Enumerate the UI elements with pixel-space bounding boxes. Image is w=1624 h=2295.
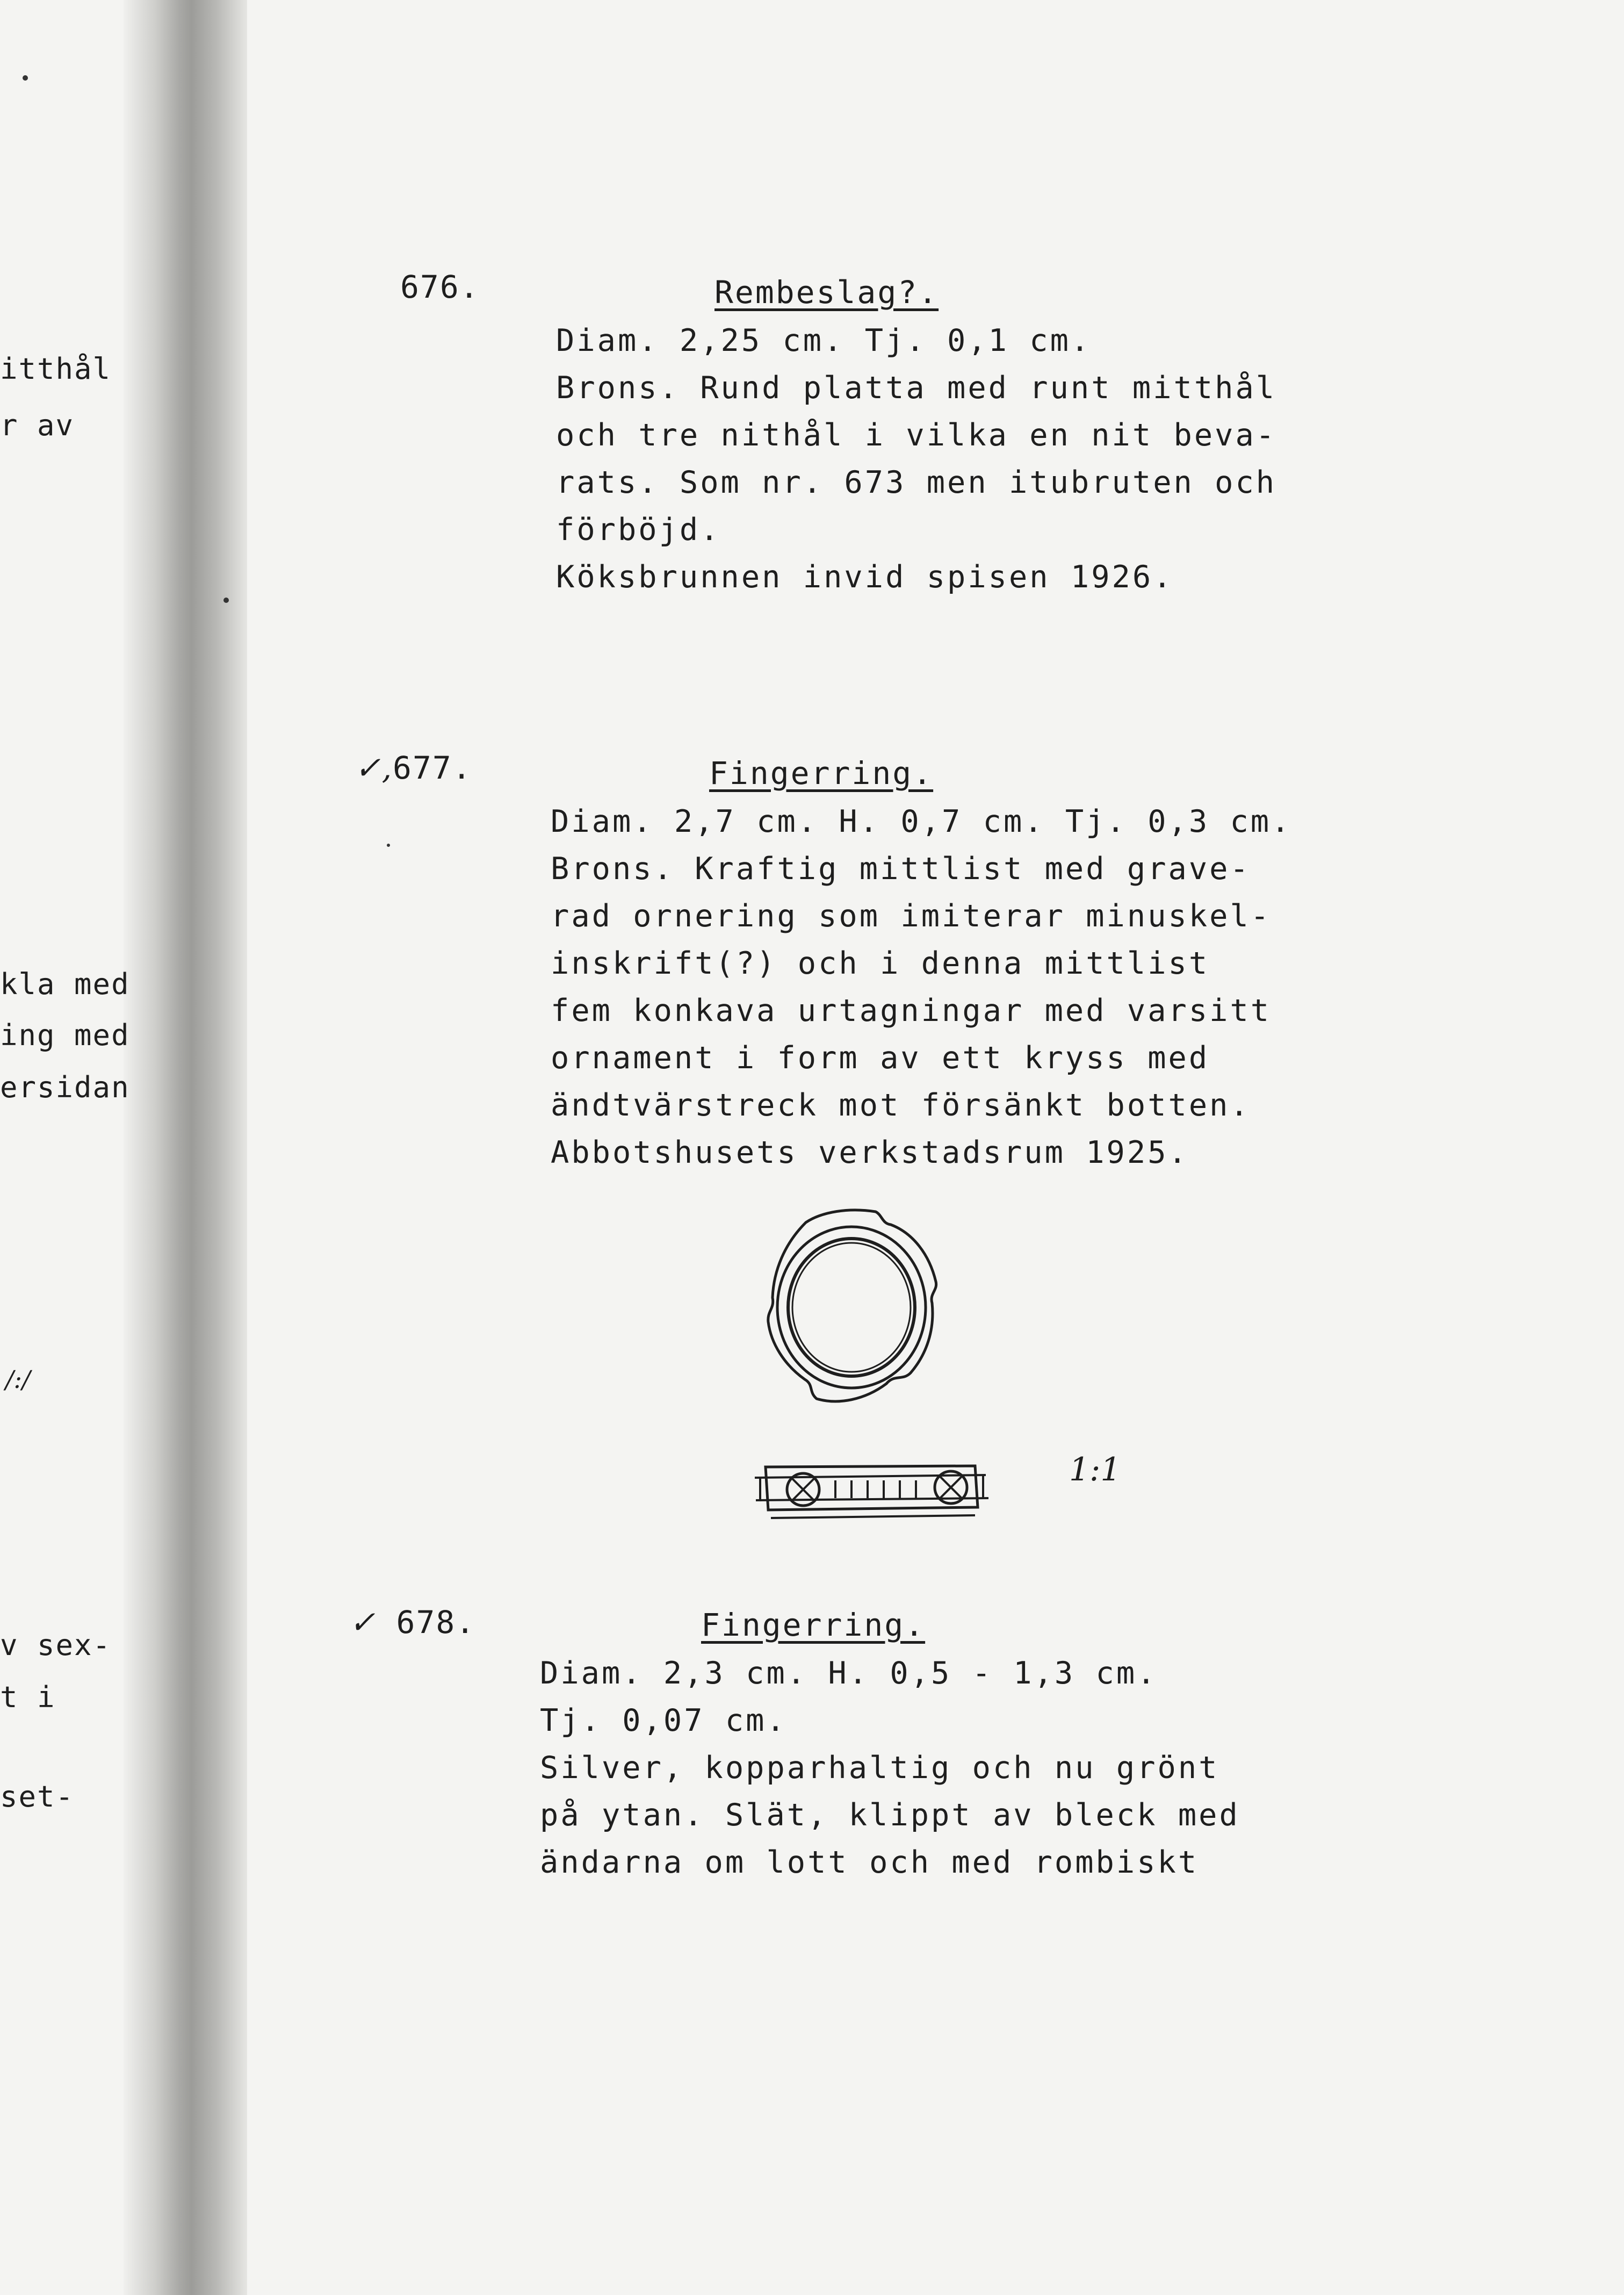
entry-title: Fingerring.	[709, 755, 934, 792]
text-line: Brons. Kraftig mittlist med grave-	[551, 851, 1251, 887]
text-line: Abbotshusets verkstadsrum 1925.	[551, 1135, 1189, 1170]
prev-line: kla med	[0, 967, 130, 1001]
text-line: rad ornering som imiterar minuskel-	[551, 898, 1272, 934]
entry-number: ✓ 678.	[349, 1604, 476, 1641]
prev-page-handwritten-mark: /:/	[5, 1365, 31, 1394]
book-gutter-shadow	[124, 0, 247, 2295]
speck	[23, 75, 28, 81]
text-line: Diam. 2,25 cm. Tj. 0,1 cm.	[556, 323, 1092, 358]
text-line: Silver, kopparhaltig och nu grönt	[540, 1750, 1219, 1786]
text-line: fem konkava urtagningar med varsitt	[551, 993, 1272, 1028]
text-line: inskrift(?) och i denna mittlist	[551, 946, 1210, 981]
prev-line: set-	[0, 1780, 75, 1814]
check-mark: ✓	[349, 1604, 377, 1641]
text-line: Diam. 2,7 cm. H. 0,7 cm. Tj. 0,3 cm.	[551, 804, 1292, 839]
text-line: rats. Som nr. 673 men itubruten och	[556, 465, 1277, 500]
text-line: Diam. 2,3 cm. H. 0,5 - 1,3 cm.	[540, 1656, 1158, 1691]
text-line: förböjd.	[556, 512, 721, 548]
text-line: och tre nithål i vilka en nit beva-	[556, 418, 1277, 453]
prev-line: itthål	[0, 352, 112, 386]
ring-top-view-drawing	[741, 1201, 967, 1437]
prev-line: v sex-	[0, 1628, 112, 1662]
check-mark: ✓,	[355, 750, 393, 786]
entry-number: ✓,677.	[355, 750, 472, 786]
entry-description	[540, 1650, 1240, 1886]
speck	[387, 844, 390, 847]
text-line: på ytan. Slät, klippt av bleck med	[540, 1797, 1240, 1833]
text-line: Tj. 0,07 cm.	[540, 1703, 787, 1738]
scale-mark: 1:1	[1069, 1451, 1121, 1488]
entry-title: Fingerring.	[701, 1607, 926, 1643]
text-line: Köksbrunnen invid spisen 1926.	[556, 559, 1174, 595]
entry-title: Rembeslag?.	[714, 274, 939, 311]
text-line: Brons. Rund platta med runt mitthål	[556, 370, 1277, 406]
entry-description	[556, 317, 1276, 601]
prev-line: ersidan	[0, 1070, 130, 1104]
entry-number: 676.	[400, 269, 480, 305]
prev-line: t i	[0, 1680, 56, 1714]
text-line: ornament i form av ett kryss med	[551, 1040, 1210, 1076]
prev-line: r av	[0, 408, 75, 442]
text-line: ändtvärstreck mot försänkt botten.	[551, 1088, 1251, 1123]
prev-line: ing med	[0, 1018, 130, 1052]
text-line: ändarna om lott och med rombiskt	[540, 1845, 1199, 1880]
ring-side-view-drawing	[749, 1451, 997, 1526]
entry-description	[551, 798, 1291, 1176]
speck	[223, 598, 229, 603]
